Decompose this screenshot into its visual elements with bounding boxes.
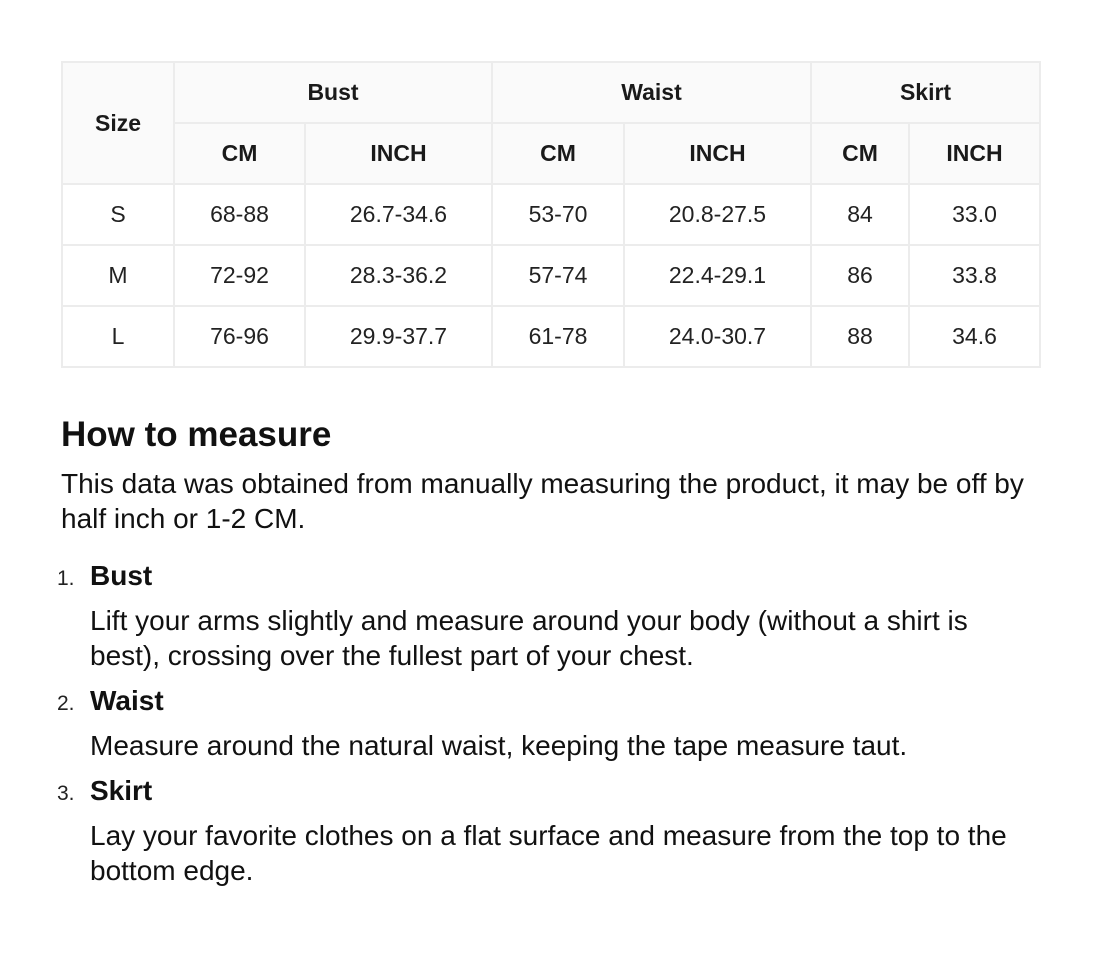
table-cell: 24.0-30.7 [624,306,811,367]
table-cell: 53-70 [492,184,624,245]
size-cell: S [62,184,174,245]
step-description: Lay your favorite clothes on a flat surface and measure from the top to the bottom edge. [90,820,1007,886]
table-cell: 33.0 [909,184,1040,245]
table-cell: 57-74 [492,245,624,306]
step-number: 3. [57,782,75,805]
table-cell: 28.3-36.2 [305,245,492,306]
table-cell: 86 [811,245,909,306]
size-cell: L [62,306,174,367]
table-header-row [62,62,1040,123]
unit-header: CM [811,123,909,184]
unit-header: INCH [624,123,811,184]
table-cell: 88 [811,306,909,367]
step-title: Waist [90,685,164,716]
table-row [62,245,1040,306]
step-title: Skirt [90,775,153,806]
unit-header: CM [174,123,305,184]
table-cell: 76-96 [174,306,305,367]
table-cell: 29.9-37.7 [305,306,492,367]
unit-header: CM [492,123,624,184]
table-cell: 33.8 [909,245,1040,306]
unit-header: INCH [909,123,1040,184]
table-cell: 22.4-29.1 [624,245,811,306]
table-row [62,184,1040,245]
size-header: Size [62,62,174,184]
step-description: Measure around the natural waist, keeping the tape measure taut. [90,730,908,761]
how-to-measure-section [57,410,1041,898]
measure-steps-list [57,558,1041,888]
skirt-header: Skirt [811,62,1040,123]
table-cell: 68-88 [174,184,305,245]
bust-header: Bust [174,62,492,123]
unit-header: INCH [305,123,492,184]
intro-text: This data was obtained from manually measuring the product, it may be off by half inch or 1-2 CM. [61,468,1024,534]
list-item [57,773,1041,888]
step-number: 2. [57,692,75,715]
waist-header: Waist [492,62,811,123]
step-description: Lift your arms slightly and measure around your body (without a shirt is best), crossing over the fullest part of your chest. [90,605,968,671]
size-chart-table [61,61,1041,368]
step-number: 1. [57,567,75,590]
table-cell: 84 [811,184,909,245]
table-cell: 20.8-27.5 [624,184,811,245]
size-cell: M [62,245,174,306]
table-cell: 72-92 [174,245,305,306]
section-title: How to measure [61,415,332,454]
list-item [57,558,1041,673]
table-cell: 26.7-34.6 [305,184,492,245]
table-cell: 34.6 [909,306,1040,367]
table-row [62,306,1040,367]
list-item [57,683,1041,763]
table-subheader-row [62,123,1040,184]
table-cell: 61-78 [492,306,624,367]
step-title: Bust [90,560,153,591]
